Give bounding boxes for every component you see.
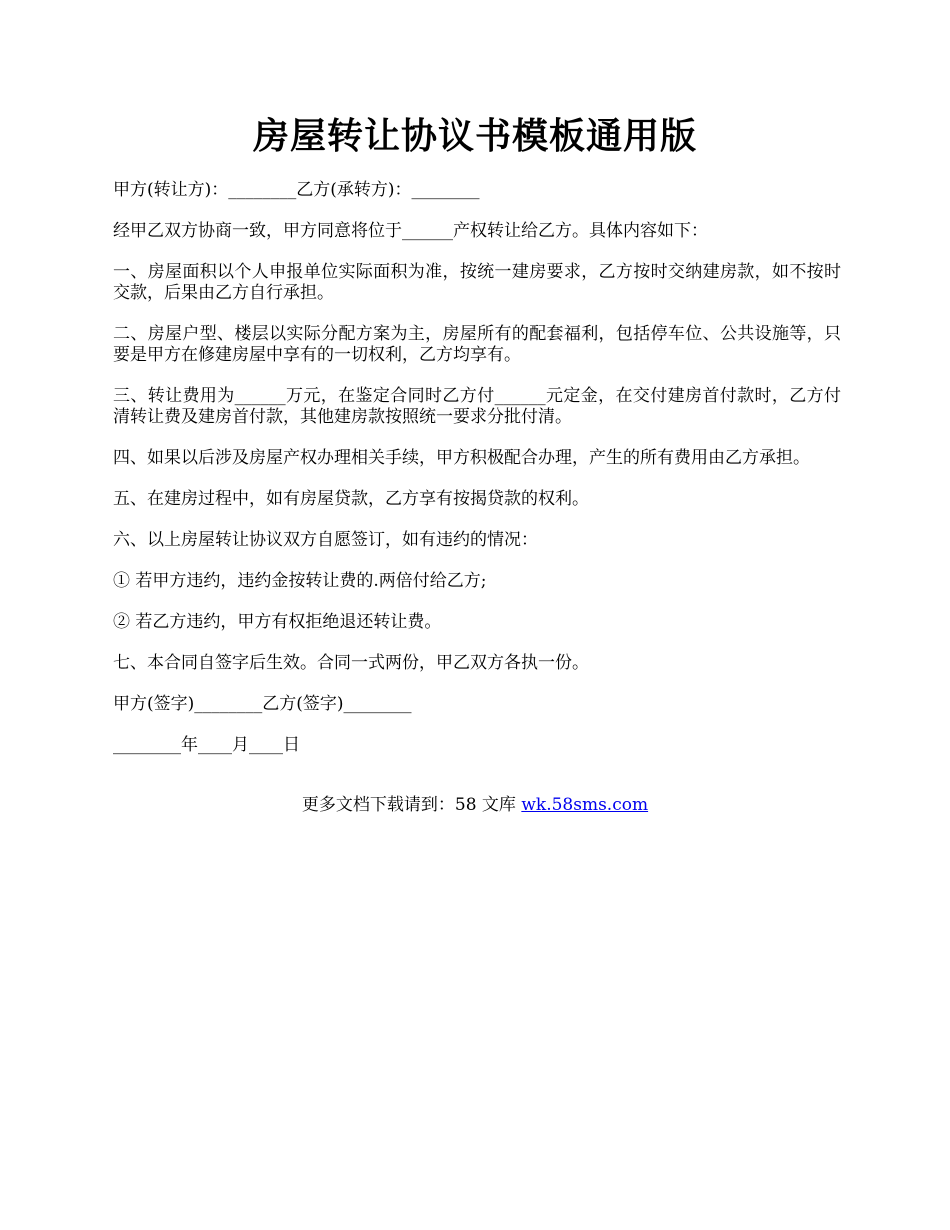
signature-line: 甲方(签字)________乙方(签字)________ <box>113 694 412 714</box>
clause-1: 一、房屋面积以个人申报单位实际面积为准，按统一建房要求，乙方按时交纳建房款，如不按时交款，后果由乙方自行承担。 <box>113 262 841 303</box>
party-line: 甲方(转让方)：________乙方(承转方)：________ <box>113 180 480 200</box>
footer-link[interactable]: wk.58sms.com <box>521 795 649 815</box>
date-line: ________年____月____日 <box>113 735 300 755</box>
footer-text: 更多文档下载请到：58 文库 <box>301 795 522 815</box>
clause-6-item-1: ① 若甲方违约，违约金按转让费的.两倍付给乙方; <box>113 571 487 591</box>
clause-2: 二、房屋户型、楼层以实际分配方案为主，房屋所有的配套福利，包括停车位、公共设施等，只要是甲方在修建房屋中享有的一切权利，乙方均享有。 <box>113 324 841 365</box>
document-title: 房屋转让协议书模板通用版 <box>252 115 697 157</box>
clause-5: 五、在建房过程中，如有房屋贷款，乙方享有按揭贷款的权利。 <box>113 489 589 509</box>
clause-4: 四、如果以后涉及房屋产权办理相关手续，甲方积极配合办理，产生的所有费用由乙方承担。 <box>113 448 810 468</box>
document-body <box>113 180 841 776</box>
download-footer <box>0 795 950 816</box>
clause-6: 六、以上房屋转让协议双方自愿签订，如有违约的情况： <box>113 530 538 550</box>
intro-paragraph: 经甲乙双方协商一致，甲方同意将位于______产权转让给乙方。具体内容如下： <box>113 221 708 241</box>
clause-3: 三、转让费用为______万元，在鉴定合同时乙方付______元定金，在交付建房首付款时，乙方付清转让费及建房首付款，其他建房款按照统一要求分批付清。 <box>113 386 841 427</box>
clause-6-item-2: ② 若乙方违约，甲方有权拒绝退还转让费。 <box>113 612 442 632</box>
clause-7: 七、本合同自签字后生效。合同一式两份，甲乙双方各执一份。 <box>113 653 589 673</box>
